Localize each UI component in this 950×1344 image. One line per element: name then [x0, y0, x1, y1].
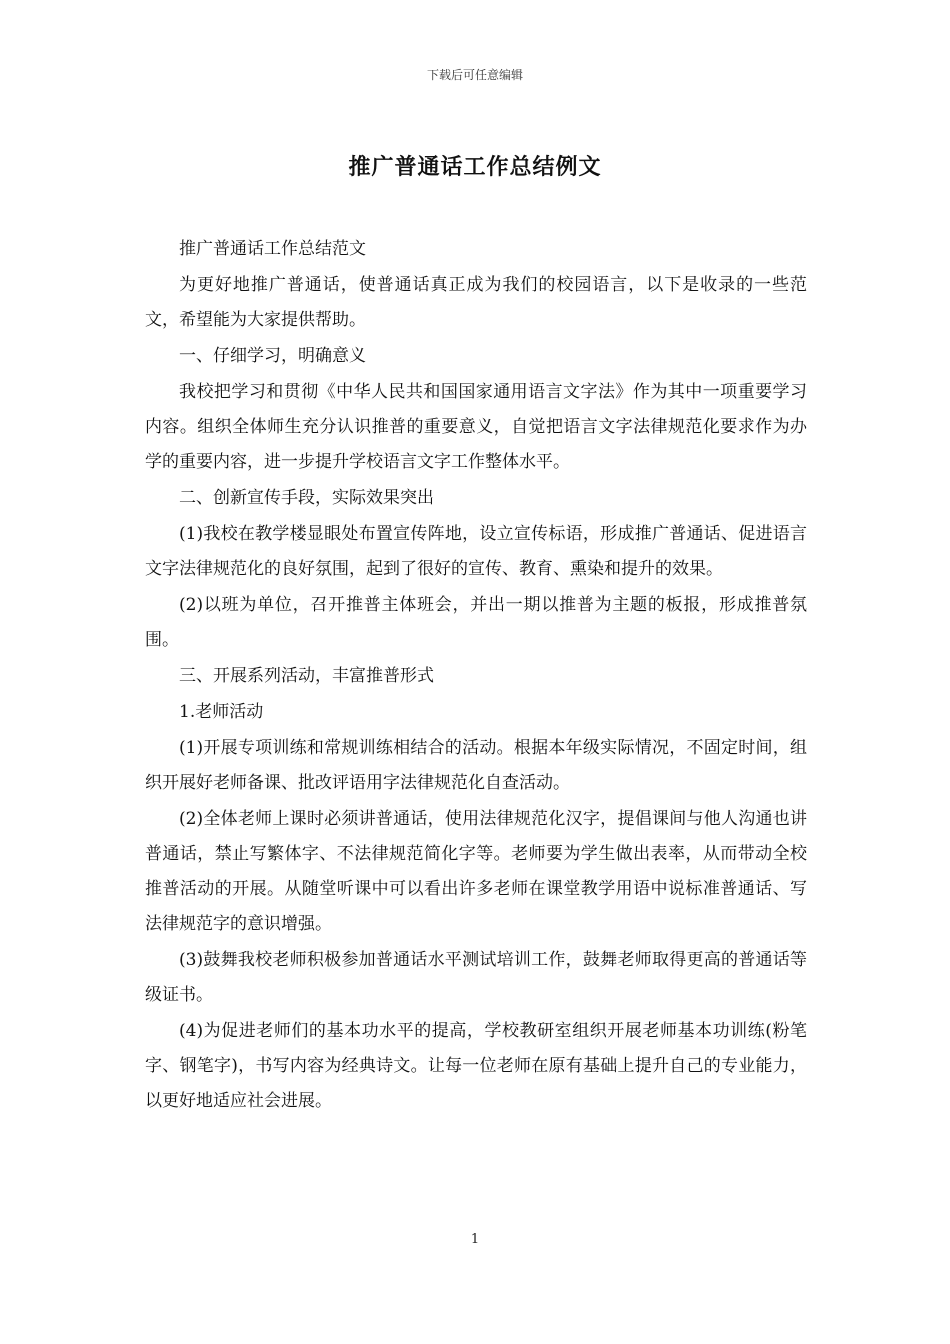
paragraph: (3)鼓舞我校老师积极参加普通话水平测试培训工作，鼓舞老师取得更高的普通话等级证书。 — [145, 950, 807, 1005]
document-title: 推广普通话工作总结例文 — [348, 154, 602, 180]
page-header: 下载后可任意编辑 — [426, 68, 523, 82]
section-heading-1: 一、仔细学习，明确意义 — [179, 346, 366, 366]
section-heading-2: 二、创新宣传手段，实际效果突出 — [179, 488, 434, 508]
paragraph: (2)以班为单位，召开推普主体班会，并出一期以推普为主题的板报，形成推普氛围。 — [145, 595, 807, 650]
paragraph: 我校把学习和贯彻《中华人民共和国国家通用语言文字法》作为其中一项重要学习内容。组织全体师生充分认识推普的重要意义，自觉把语言文字法律规范化要求作为办学的重要内容，进一步提升学校语言文字工作整体水平。 — [145, 382, 807, 472]
paragraph-intro: 为更好地推广普通话，使普通话真正成为我们的校园语言，以下是收录的一些范文，希望能为大家提供帮助。 — [145, 275, 807, 330]
paragraph: (1)开展专项训练和常规训练相结合的活动。根据本年级实际情况，不固定时间，组织开展好老师备课、批改评语用字法律规范化自查活动。 — [145, 738, 807, 793]
section-heading-3: 三、开展系列活动，丰富推普形式 — [179, 666, 434, 686]
paragraph-subtitle: 推广普通话工作总结范文 — [179, 239, 366, 259]
paragraph: (2)全体老师上课时必须讲普通话，使用法律规范化汉字，提倡课间与他人沟通也讲普通话，禁止写繁体字、不法律规范简化字等。老师要为学生做出表率，从而带动全校推普活动的开展。从随堂听课中可以看出许多老师在课堂教学用语中说标准普通话、写法律规范字的意识增强。 — [145, 809, 807, 934]
paragraph: (1)我校在教学楼显眼处布置宣传阵地，设立宣传标语，形成推广普通话、促进语言文字法律规范化的良好氛围，起到了很好的宣传、教育、熏染和提升的效果。 — [145, 524, 807, 579]
paragraph: (4)为促进老师们的基本功水平的提高，学校教研室组织开展老师基本功训练(粉笔字、钢笔字)，书写内容为经典诗文。让每一位老师在原有基础上提升自己的专业能力，以更好地适应社会进展。 — [145, 1021, 807, 1111]
document-body — [145, 232, 807, 1120]
subsection-heading: 1.老师活动 — [179, 702, 264, 722]
page-number: 1 — [470, 1232, 480, 1247]
